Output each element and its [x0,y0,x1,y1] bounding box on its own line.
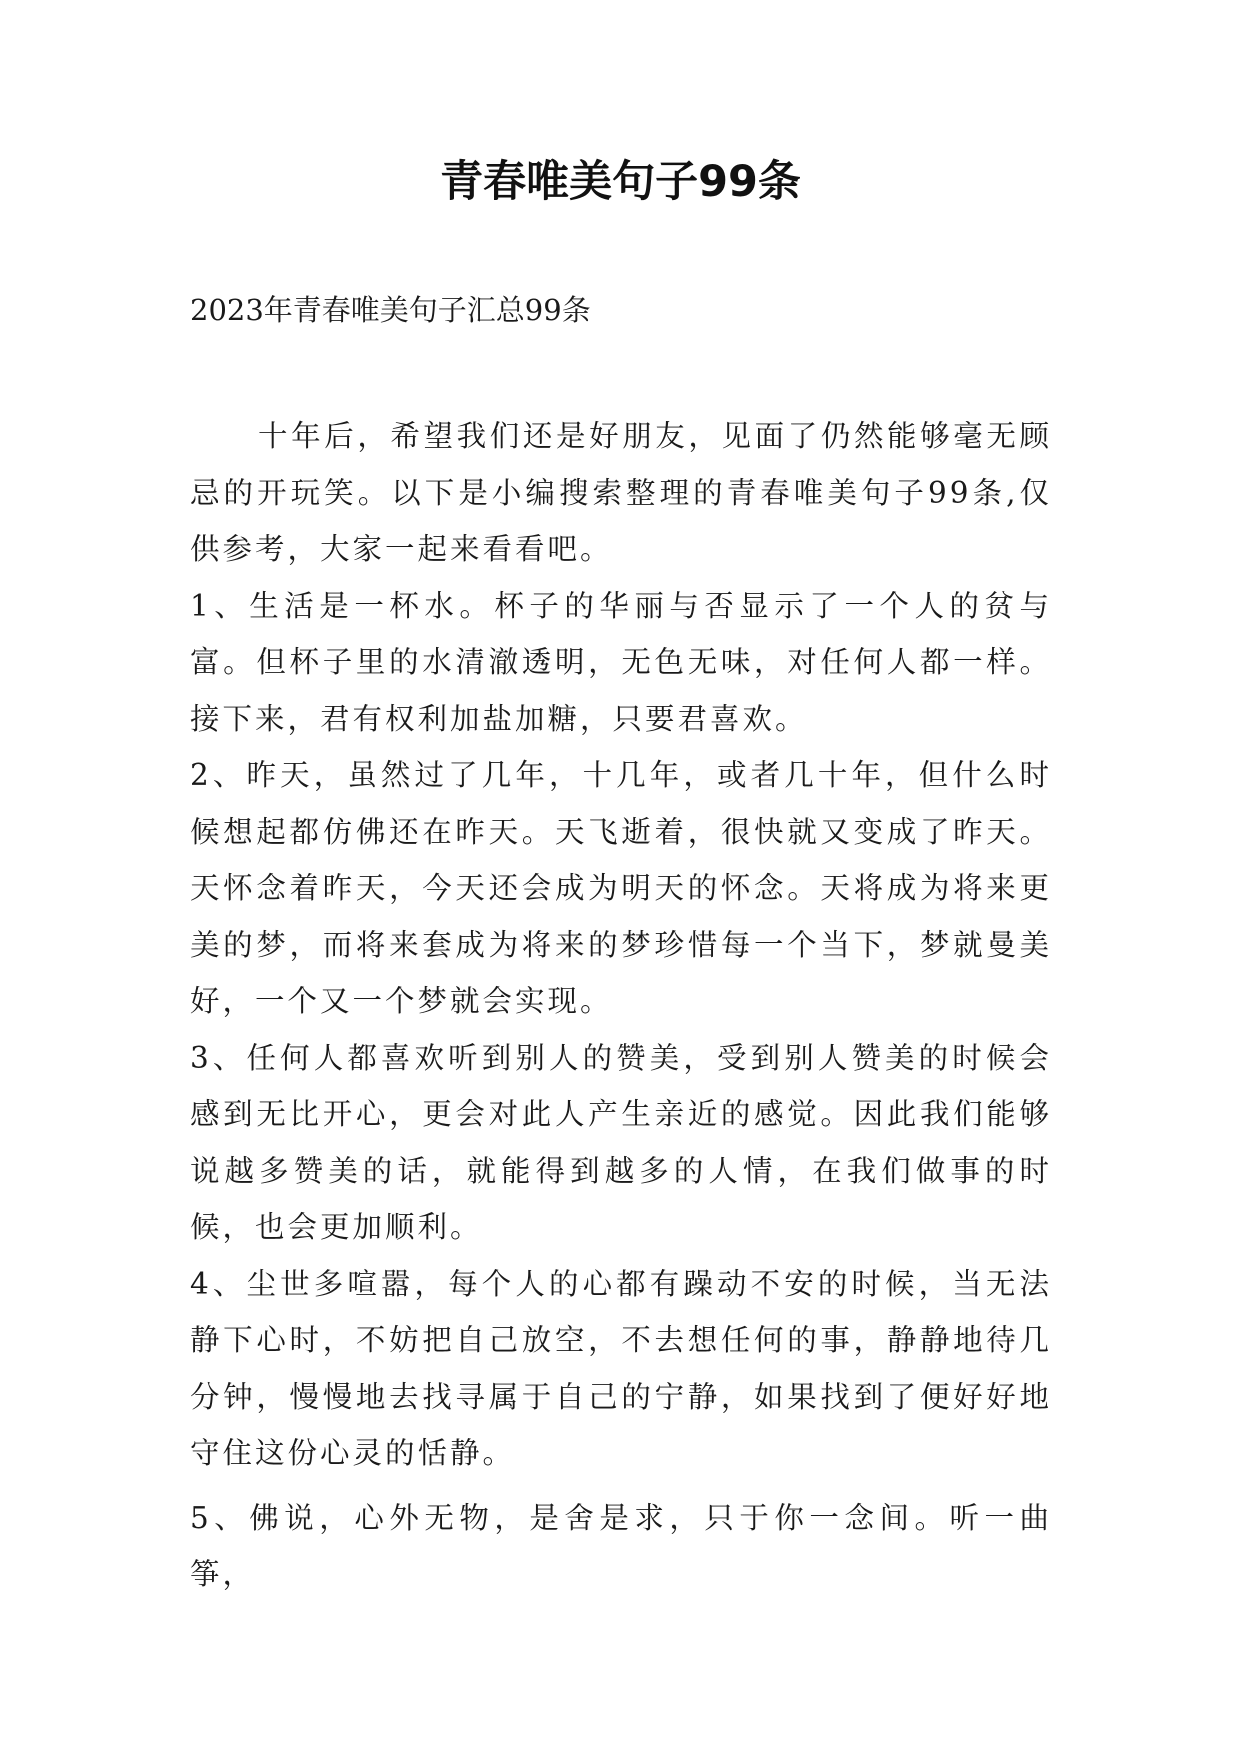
document-subtitle: 2023年青春唯美句子汇总99条 [190,293,591,327]
list-item: 3、任何人都喜欢听到别人的赞美，受到别人赞美的时候会感到无比开心，更会对此人产生亲近的感觉。因此我们能够说越多赞美的话，就能得到越多的人情，在我们做事的时候，也会更加顺利。 [190,1040,1052,1244]
list-item: 2、昨天，虽然过了几年，十几年，或者几十年，但什么时候想起都仿佛还在昨天。天飞逝着，很快就又变成了昨天。天怀念着昨天，今天还会成为明天的怀念。天将成为将来更美的梦，而将来套成为将来的梦珍惜每一个当下，梦就曼美好，一个又一个梦就会实现。 [190,758,1052,1018]
list-item: 5、佛说，心外无物，是舍是求，只于你一念间。听一曲筝， [190,1500,1052,1591]
list-item: 1、生活是一杯水。杯子的华丽与否显示了一个人的贫与富。但杯子里的水清澈透明，无色无味，对任何人都一样。接下来，君有权利加盐加糖，只要君喜欢。 [190,588,1052,736]
intro-paragraph: 十年后，希望我们还是好朋友，见面了仍然能够毫无顾忌的开玩笑。以下是小编搜索整理的青春唯美句子99条,仅供参考，大家一起来看看吧。 [190,419,1052,566]
document-title: 青春唯美句子99条 [440,157,801,207]
document-body [190,408,1052,1603]
list-item: 4、尘世多喧嚣，每个人的心都有躁动不安的时候，当无法静下心时，不妨把自己放空，不去想任何的事，静静地待几分钟，慢慢地去找寻属于自己的宁静，如果找到了便好好地守住这份心灵的恬静。 [190,1266,1052,1470]
